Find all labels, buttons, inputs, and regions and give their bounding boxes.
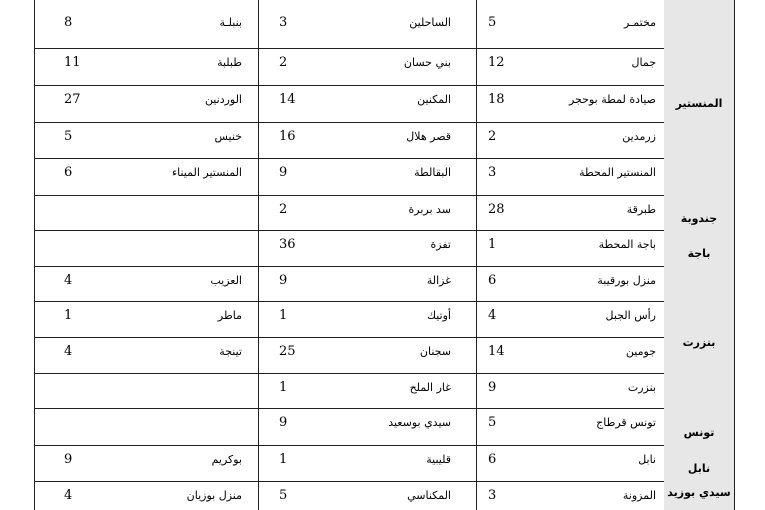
station-count: 3 — [279, 15, 288, 30]
station-count: 5 — [64, 129, 73, 144]
station-count: 4 — [64, 344, 73, 359]
governorate-name: بنزرت — [682, 336, 716, 349]
governorate-label — [664, 230, 734, 266]
station-count: 1 — [488, 237, 497, 252]
row-border — [34, 122, 665, 123]
row-border — [34, 48, 665, 49]
station-name: غار الملح — [409, 381, 451, 394]
station-count: 14 — [488, 344, 505, 359]
station-count: 6 — [64, 165, 73, 180]
station-name: الساحلين — [409, 16, 451, 29]
station-count: 3 — [488, 488, 497, 503]
station-count: 9 — [488, 380, 497, 395]
station-name: قليبية — [426, 453, 451, 466]
station-count: 5 — [488, 415, 497, 430]
station-name: ماطر — [217, 309, 242, 322]
governorate-name: تونس — [683, 425, 715, 439]
station-name: سد بربرة — [408, 203, 451, 216]
row-border — [34, 337, 665, 338]
station-count: 6 — [488, 273, 497, 288]
station-count: 2 — [279, 55, 288, 70]
station-count: 9 — [279, 415, 288, 430]
governorate-label — [664, 481, 734, 510]
row-border — [34, 158, 665, 159]
station-name: نابل — [638, 453, 656, 466]
station-name: تونس قرطاج — [596, 416, 656, 429]
station-name: جومين — [625, 345, 656, 358]
row-border — [34, 481, 735, 482]
station-name: سيدي بوسعيد — [388, 416, 451, 429]
station-name: قصر هلال — [406, 130, 451, 143]
station-name: الوردنين — [204, 93, 242, 106]
station-count: 14 — [279, 92, 296, 107]
station-count — [64, 412, 104, 434]
governorate-label — [664, 0, 734, 195]
station-count: 11 — [64, 55, 81, 70]
station-name: المنستير المحطة — [579, 166, 656, 179]
row-border — [34, 301, 665, 302]
station-name: سجنان — [419, 345, 451, 358]
column-border — [34, 0, 35, 510]
station-name: رأس الجبل — [605, 309, 656, 322]
station-count: 1 — [64, 308, 73, 323]
station-count: 9 — [279, 165, 288, 180]
governorate-label — [664, 266, 734, 408]
station-name: زرمدين — [622, 130, 656, 143]
station-name: بوكريم — [211, 453, 242, 466]
station-count: 1 — [279, 380, 288, 395]
station-count: 16 — [279, 129, 296, 144]
station-name: طبلبة — [217, 56, 242, 69]
station-name: منزل بوزيان — [186, 489, 242, 502]
station-count: 5 — [488, 15, 497, 30]
station-count: 36 — [279, 237, 296, 252]
row-border — [34, 85, 665, 86]
station-name: المكنين — [417, 93, 451, 106]
station-name: المكناسي — [407, 489, 451, 502]
station-name: العزيب — [210, 274, 242, 287]
station-name: بني حسان — [403, 56, 451, 69]
station-name: المنستير الميناء — [171, 166, 242, 179]
station-count: 1 — [279, 308, 288, 323]
governorate-name: المنستير — [675, 96, 723, 110]
station-count: 25 — [279, 344, 296, 359]
station-name: باجة المحطة — [598, 238, 656, 251]
station-count: 1 — [279, 452, 288, 467]
row-border — [34, 266, 735, 267]
station-count: 18 — [488, 92, 505, 107]
station-count: 2 — [488, 129, 497, 144]
station-count: 4 — [64, 488, 73, 503]
station-count: 9 — [279, 273, 288, 288]
station-name: صيادة لمطة بوحجر — [568, 93, 656, 106]
station-count: 12 — [488, 55, 505, 70]
station-name: تينجة — [219, 345, 242, 358]
row-border — [34, 445, 735, 446]
row-border — [34, 373, 665, 374]
column-border — [258, 0, 259, 510]
station-name: مختمـر — [624, 16, 656, 29]
station-count: 8 — [64, 15, 73, 30]
station-count: 5 — [279, 488, 288, 503]
station-count — [64, 234, 104, 256]
governorate-label — [664, 195, 734, 230]
station-count — [64, 199, 104, 221]
station-name: طبرقة — [626, 203, 656, 216]
station-name: المزونة — [622, 489, 656, 502]
governorate-label — [664, 445, 734, 481]
station-count: 6 — [488, 452, 497, 467]
governorate-name: باجة — [687, 247, 711, 260]
station-name: منزل بورقيبة — [597, 274, 656, 287]
station-count: 27 — [64, 92, 81, 107]
station-count: 9 — [64, 452, 73, 467]
station-name: بنزرت — [627, 381, 656, 394]
station-name: البقالطة — [414, 166, 451, 179]
row-border — [34, 195, 735, 196]
station-count — [64, 377, 104, 399]
row-border — [34, 408, 735, 409]
station-name: تفزة — [430, 238, 451, 251]
station-name: خنيس — [214, 130, 242, 143]
station-count: 4 — [488, 308, 497, 323]
station-name: جمال — [631, 56, 656, 69]
column-border — [734, 0, 735, 510]
station-name: غزالة — [426, 274, 451, 287]
governorate-label — [664, 408, 734, 445]
station-count: 28 — [488, 202, 505, 217]
station-name: أوتيك — [426, 309, 451, 322]
station-count: 3 — [488, 165, 497, 180]
station-count: 4 — [64, 273, 73, 288]
station-count: 2 — [279, 202, 288, 217]
governorate-name: نابل — [687, 462, 711, 475]
governorate-name: سيدي بوزيد — [667, 486, 731, 499]
governorate-name: جندوبة — [680, 211, 718, 225]
station-name: بنبلـة — [219, 16, 242, 29]
row-border — [34, 230, 735, 231]
